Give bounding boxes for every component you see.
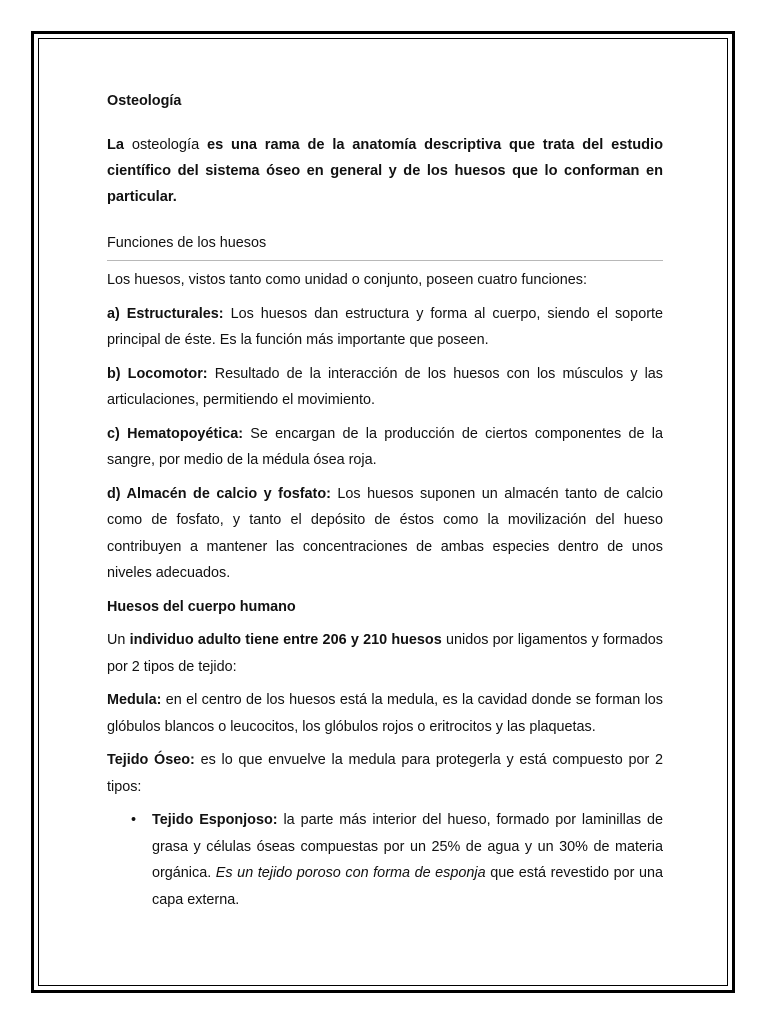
adult-bold: individuo adulto tiene entre 206 y 210 huesos bbox=[129, 632, 442, 648]
intro-bold-2: es una rama de la anatomía descriptiva que trata del estudio científico del sistema óseo en general y de los huesos que lo conforman en particular. bbox=[107, 136, 663, 205]
function-label: a) Estructurales: bbox=[107, 305, 224, 322]
function-item bbox=[107, 481, 663, 587]
adult-paragraph bbox=[107, 627, 663, 680]
functions-intro: Los huesos, vistos tanto como unidad o conjunto, poseen cuatro funciones: bbox=[107, 272, 587, 288]
tejido-oseo-paragraph bbox=[107, 747, 663, 800]
function-text: Se encargan de la producción de ciertos componentes de la sangre, por medio de la médula ósea roja. bbox=[107, 425, 663, 468]
function-text: Los huesos dan estructura y forma al cuerpo, siendo el soporte principal de éste. Es la función más importante que poseen. bbox=[107, 305, 663, 348]
medula-text: en el centro de los huesos está la medula, es la cavidad donde se forman los glóbulos blancos o leucocitos, los glóbulos rojos o eritrocitos y las plaquetas. bbox=[107, 692, 663, 735]
list-item-label: Tejido Esponjoso: bbox=[152, 812, 278, 828]
function-label: d) Almacén de calcio y fosfato: bbox=[107, 485, 331, 502]
tejido-oseo-label: Tejido Óseo: bbox=[107, 752, 195, 768]
medula-paragraph bbox=[107, 687, 663, 740]
section-heading-bones: Huesos del cuerpo humano bbox=[107, 598, 296, 615]
section-divider bbox=[107, 260, 663, 261]
intro-bold-1: La bbox=[107, 136, 125, 153]
tejido-oseo-text: es lo que envuelve la medula para protegerla y está compuesto por 2 tipos: bbox=[107, 752, 663, 795]
intro-text-1: osteología bbox=[124, 136, 207, 153]
list-item-text: la parte más interior del hueso, formado por laminillas de grasa y células óseas compuestas por un 25% de agua y un 30% de materia orgánica. bbox=[152, 812, 663, 881]
list-item bbox=[131, 807, 663, 913]
medula-label: Medula: bbox=[107, 692, 162, 708]
adult-text-2: unidos por ligamentos y formados por 2 tipos de tejido: bbox=[107, 632, 663, 675]
adult-text-1: Un bbox=[107, 632, 130, 648]
intro-paragraph bbox=[107, 132, 663, 210]
function-label: b) Locomotor: bbox=[107, 365, 208, 382]
function-item bbox=[107, 301, 663, 354]
list-item-italic: Es un tejido poroso con forma de esponja bbox=[215, 865, 486, 881]
function-item bbox=[107, 361, 663, 414]
section-heading-functions: Funciones de los huesos bbox=[107, 234, 267, 251]
function-text: Los huesos suponen un almacén tanto de calcio como de fosfato, y tanto el depósito de éstos como la movilización del hueso contribuyen a mantener las concentraciones de ambas especies dentro de unos niveles adecuados. bbox=[107, 485, 663, 581]
bullet-icon: • bbox=[131, 812, 137, 828]
function-label: c) Hematopoyética: bbox=[107, 425, 244, 442]
list-item-text-2: que está revestido por una capa externa. bbox=[152, 865, 663, 908]
document-title: Osteología bbox=[107, 93, 182, 109]
document-body bbox=[107, 88, 663, 913]
function-item bbox=[107, 421, 663, 474]
tissue-list bbox=[107, 807, 663, 913]
function-text: Resultado de la interacción de los huesos con los músculos y las articulaciones, permitiendo el movimiento. bbox=[107, 365, 663, 408]
